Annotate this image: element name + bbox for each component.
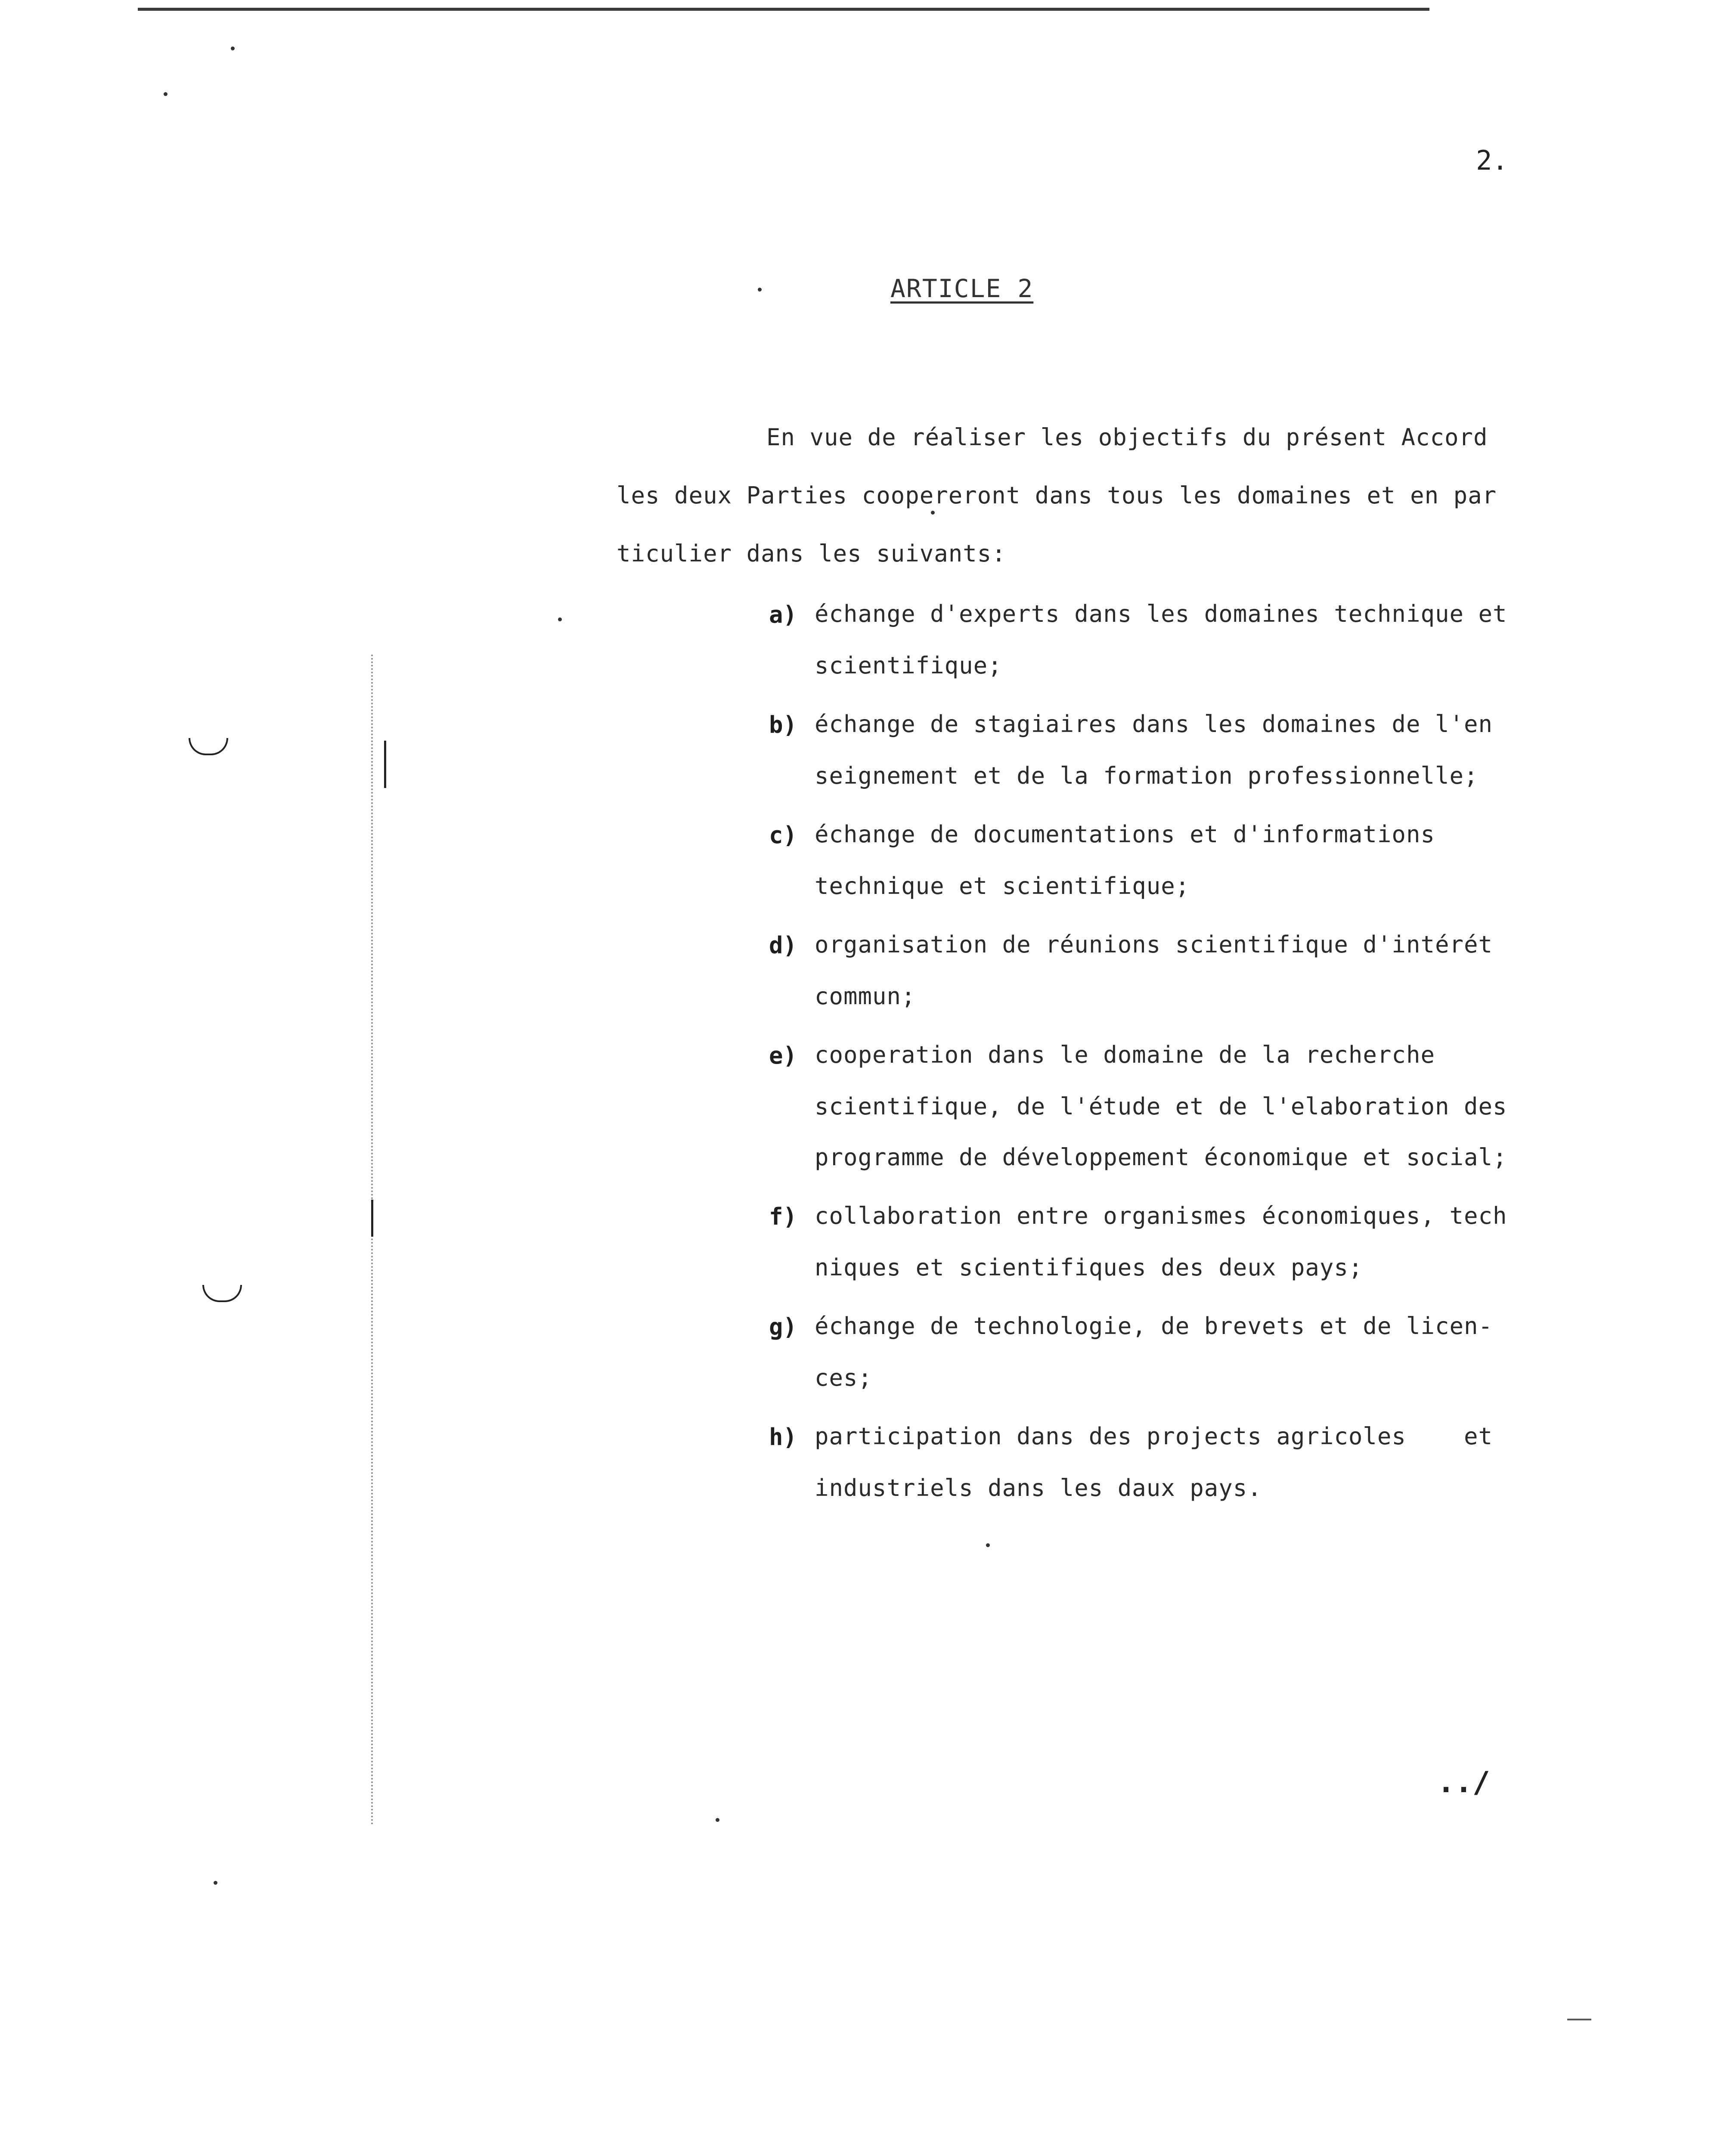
bottom-rule (1567, 2019, 1591, 2020)
scan-speck (716, 1818, 719, 1822)
scan-speck (558, 617, 562, 621)
item-label: a) (769, 601, 797, 628)
page-number: 2. (1476, 145, 1508, 176)
item-label: g) (769, 1313, 797, 1340)
binding-edge-line (371, 655, 373, 1826)
intro-line: En vue de réaliser les objectifs du présent Accord (766, 424, 1488, 451)
item-line: ces; (815, 1364, 873, 1391)
scan-speck (214, 1881, 217, 1885)
list-item-f (769, 1203, 1587, 1313)
binding-hole-mark (202, 1285, 242, 1302)
intro-line: ticulier dans les suivants: (617, 540, 1006, 567)
article-title: ARTICLE 2 (890, 274, 1034, 303)
scan-speck (231, 47, 235, 50)
item-line: niques et scientifiques des deux pays; (815, 1254, 1363, 1281)
margin-tick (384, 741, 386, 788)
list-item-g (769, 1313, 1587, 1424)
item-line: technique et scientifique; (815, 872, 1190, 900)
margin-tick (371, 1200, 373, 1237)
item-line: participation dans des projects agricoles et (815, 1423, 1493, 1450)
item-line: scientifique; (815, 652, 1002, 679)
list-item-d (769, 932, 1587, 1042)
item-line: cooperation dans le domaine de la recherche (815, 1041, 1435, 1068)
item-line: échange de documentations et d'informations (815, 821, 1435, 848)
scan-speck (758, 288, 762, 292)
item-label: c) (769, 822, 797, 849)
item-line: seignement et de la formation professionnelle; (815, 762, 1479, 789)
scan-speck (986, 1543, 990, 1547)
item-line: commun; (815, 983, 916, 1010)
intro-paragraph (617, 425, 1564, 599)
intro-line: les deux Parties coopereront dans tous les domaines et en par (617, 482, 1497, 509)
top-rule (138, 8, 1429, 11)
item-line: échange d'experts dans les domaines technique et (815, 600, 1507, 627)
item-list (769, 601, 1587, 1534)
item-line: scientifique, de l'étude et de l'elaboration des (815, 1093, 1507, 1120)
item-label: d) (769, 932, 797, 959)
scan-speck (931, 511, 935, 515)
item-line: échange de technologie, de brevets et de licen- (815, 1312, 1493, 1340)
item-label: h) (769, 1424, 797, 1451)
item-line: programme de développement économique et social; (815, 1144, 1507, 1171)
list-item-c (769, 822, 1587, 932)
item-label: b) (769, 711, 797, 738)
continuation-mark: ../ (1437, 1765, 1490, 1799)
item-line: collaboration entre organismes économiques, tech (815, 1202, 1507, 1229)
item-label: e) (769, 1042, 797, 1069)
item-label: f) (769, 1203, 797, 1230)
list-item-e (769, 1042, 1587, 1203)
item-line: industriels dans les daux pays. (815, 1474, 1262, 1502)
item-line: organisation de réunions scientifique d'intérét (815, 931, 1493, 958)
item-line: échange de stagiaires dans les domaines de l'en (815, 710, 1493, 738)
list-item-b (769, 711, 1587, 822)
binding-hole-mark (189, 738, 228, 755)
list-item-a (769, 601, 1587, 711)
list-item-h (769, 1424, 1587, 1534)
scan-speck (164, 92, 167, 96)
